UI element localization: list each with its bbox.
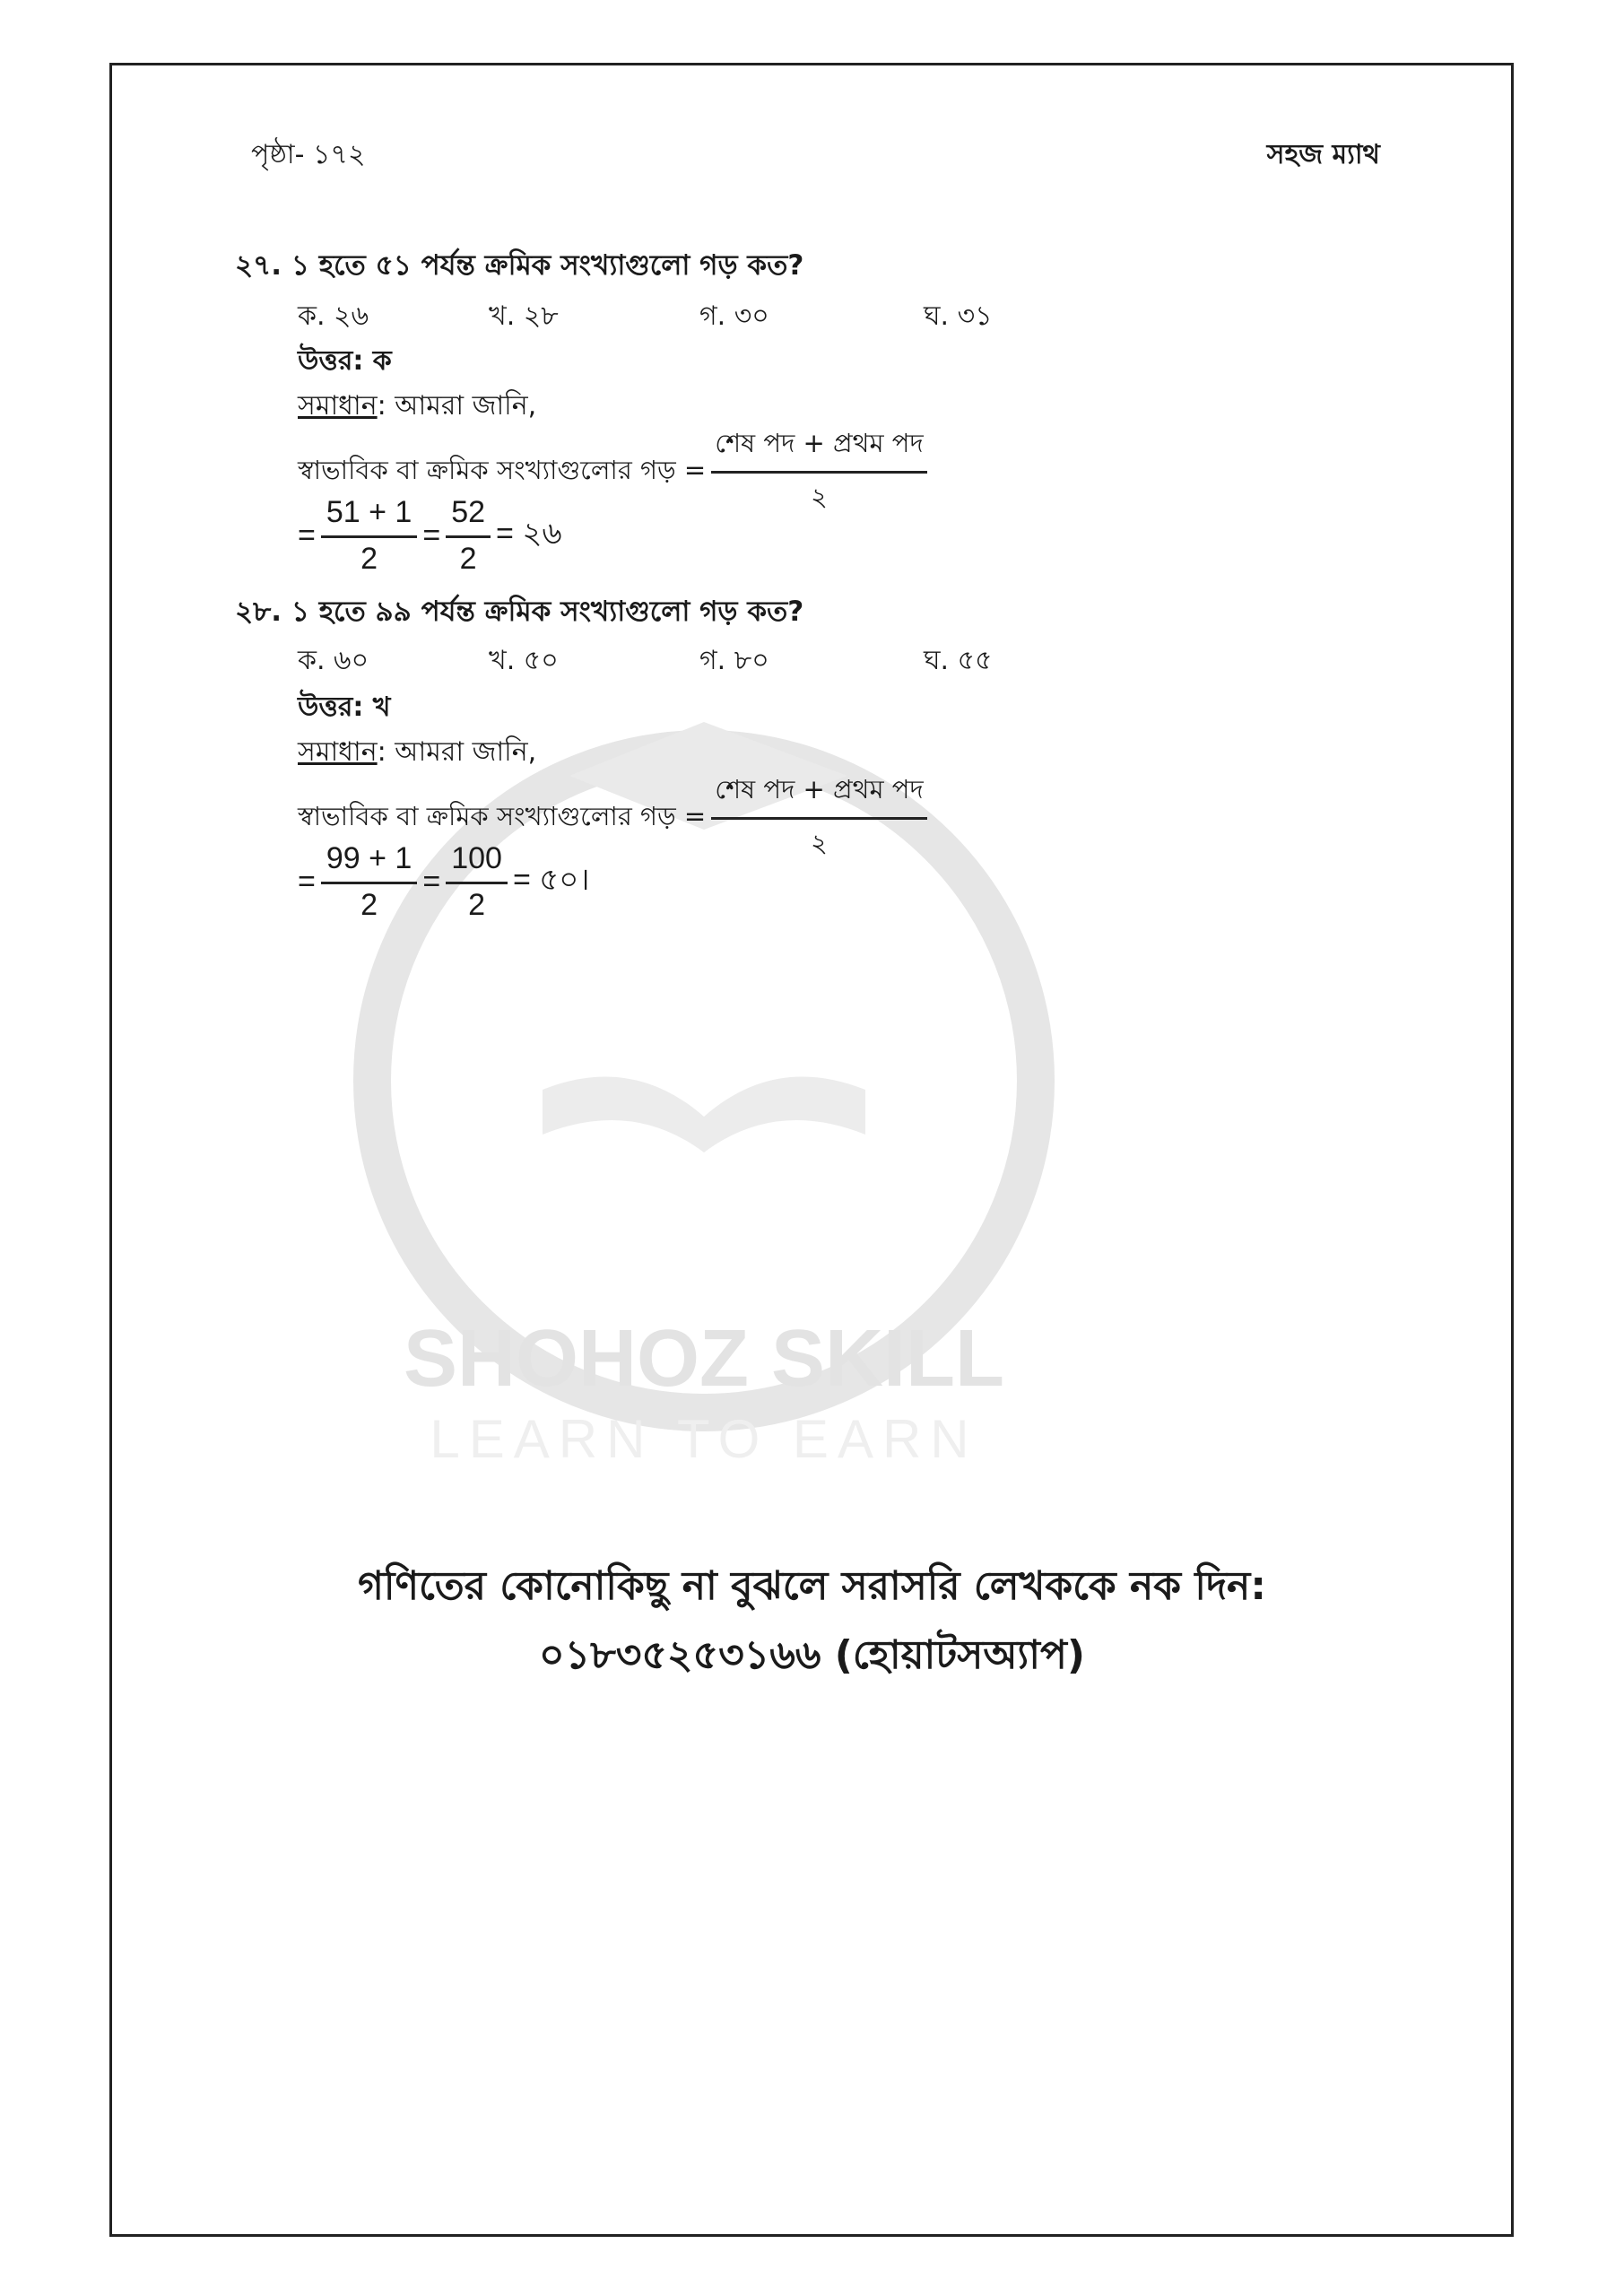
book-title: সহজ ম্যাথ: [1266, 139, 1380, 170]
solution-intro: সমাধান: আমরা জানি,: [298, 736, 537, 768]
option-kha: খ. ৫০: [489, 645, 559, 676]
mean-formula: স্বাভাবিক বা ক্রমিক সংখ্যাগুলোর গড় = $\frac{\text{শেষ পদ + প্রথম পদ}}{২}$: [298, 770, 933, 867]
answer: উত্তর: খ: [298, 691, 391, 723]
question-28: ২৮. ১ হতে ৯৯ পর্যন্ত ক্রমিক সংখ্যাগুলো গড় কত?: [235, 596, 804, 628]
svg-text:SHOHOZ SKILL: SHOHOZ SKILL: [404, 1314, 1004, 1404]
question-27: ২৭. ১ হতে ৫১ পর্যন্ত ক্রমিক সংখ্যাগুলো গড় কত?: [235, 249, 804, 282]
mean-formula: স্বাভাবিক বা ক্রমিক সংখ্যাগুলোর গড় = $\frac{\text{শেষ পদ + প্রথম পদ}}{২}$: [298, 423, 933, 521]
answer: উত্তর: ক: [298, 345, 392, 377]
contact-note: গণিতের কোনোকিছু না বুঝলে সরাসরি লেখককে নক দিন:: [358, 1563, 1266, 1609]
option-gha: ঘ. ৩১: [924, 300, 993, 332]
page-number: পৃষ্ঠা- ১৭২: [251, 139, 366, 170]
svg-text:LEARN TO EARN: LEARN TO EARN: [430, 1409, 978, 1469]
solution-label: সমাধান: [298, 390, 378, 422]
calculation: = $\frac{99 + 1}{2}$ = $\frac{100}{2}$ = ৫০।: [298, 841, 590, 922]
solution-intro: সমাধান: আমরা জানি,: [298, 390, 537, 422]
option-gha: ঘ. ৫৫: [924, 645, 993, 676]
option-ga: গ. ৮০: [699, 645, 769, 676]
option-ka: ক. ৬০: [298, 645, 369, 676]
solution-label: সমাধান: [298, 736, 378, 768]
option-ka: ক. ২৬: [298, 300, 369, 332]
contact-phone: ০১৮৩৫২৫৩১৬৬ (হোয়াটসঅ্যাপ): [539, 1632, 1085, 1678]
option-kha: খ. ২৮: [489, 300, 559, 332]
option-ga: গ. ৩০: [699, 300, 769, 332]
calculation: = $\frac{51 + 1}{2}$ = $\frac{52}{2}$ = ২৬: [298, 495, 562, 576]
